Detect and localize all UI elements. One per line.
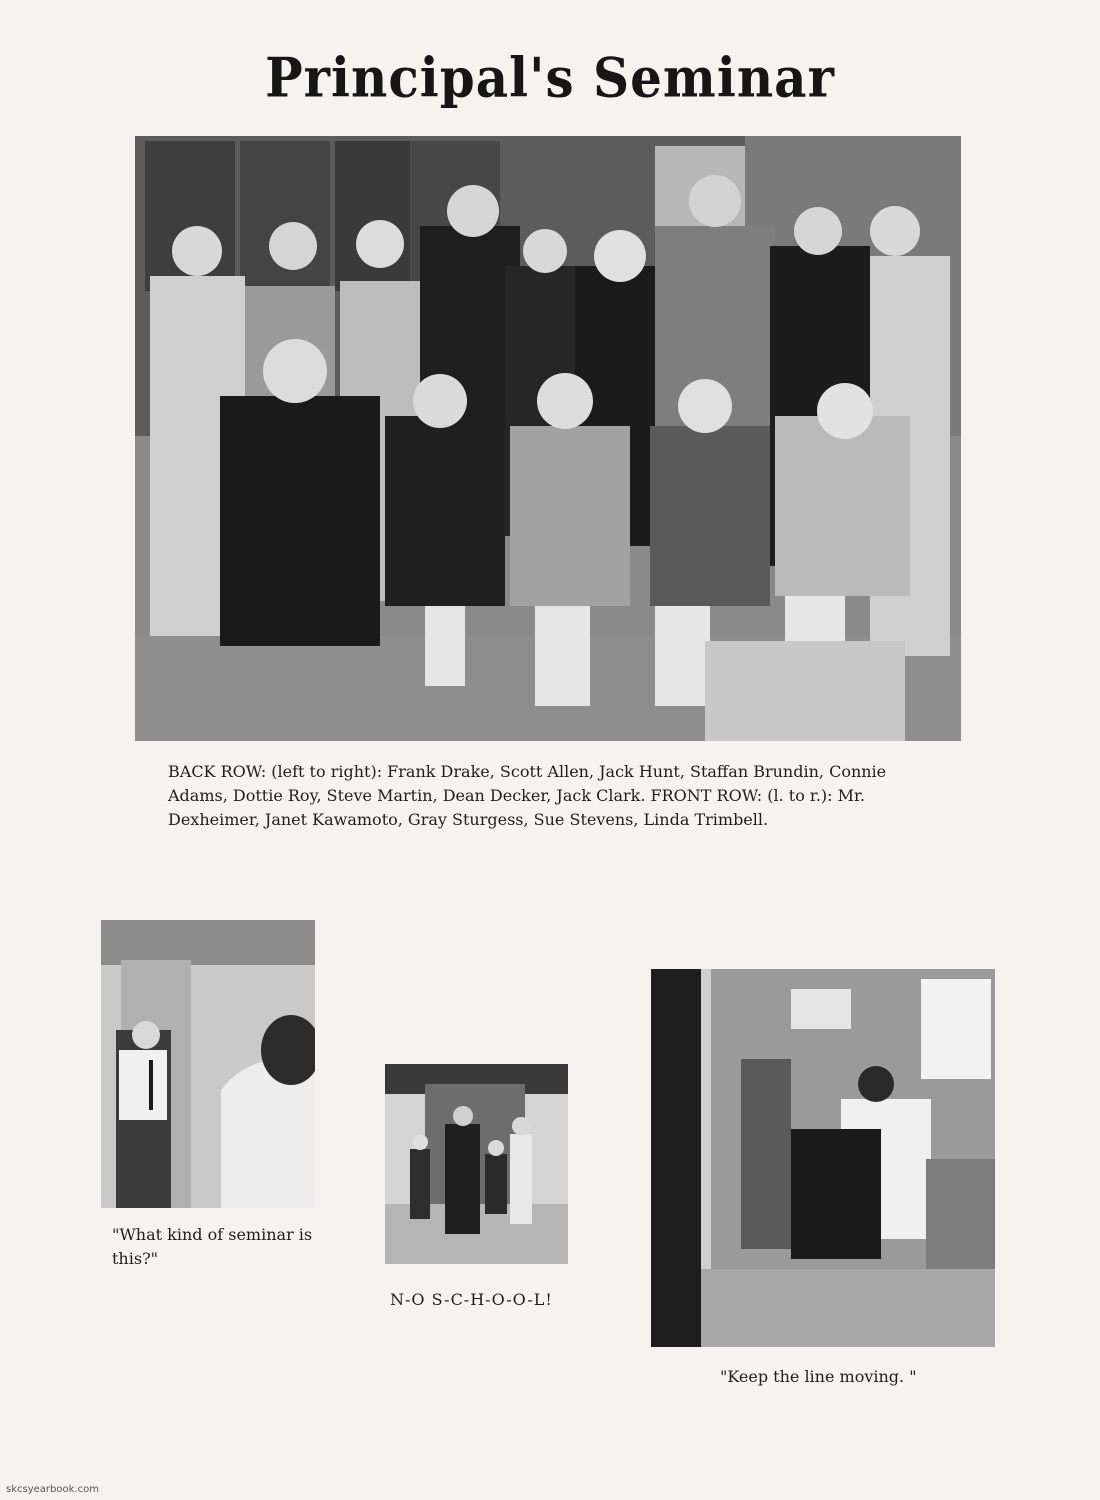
seminar-photo: [101, 920, 315, 1208]
hallway-caption: N-O S-C-H-O-O-L!: [390, 1290, 553, 1309]
office-caption: "Keep the line moving. ": [720, 1367, 917, 1386]
office-photo: [651, 969, 995, 1347]
seminar-photo-image: [101, 920, 315, 1208]
front-row-names: Mr. Dexheimer, Janet Kawamoto, Gray Sturgess, Sue Stevens, Linda Trimbell.: [168, 786, 865, 829]
hallway-photo-image: [385, 1064, 568, 1264]
front-row-label: FRONT ROW: (l. to r.):: [650, 786, 833, 805]
page-title: Principal's Seminar: [265, 45, 835, 110]
back-row-names: Frank Drake, Scott Allen, Jack Hunt, Staffan Brundin, Connie Adams, Dottie Roy, Steve Martin, Dean Decker, Jack Clark.: [168, 762, 887, 805]
group-photo-image: [135, 136, 961, 741]
watermark: skcsyearbook.com: [6, 1484, 99, 1495]
group-photo: [135, 136, 961, 741]
office-photo-image: [651, 969, 995, 1347]
hallway-photo: [385, 1064, 568, 1264]
seminar-caption: "What kind of seminar is this?": [112, 1225, 313, 1268]
back-row-label: BACK ROW: (left to right):: [168, 762, 383, 781]
group-photo-caption: [168, 760, 948, 832]
